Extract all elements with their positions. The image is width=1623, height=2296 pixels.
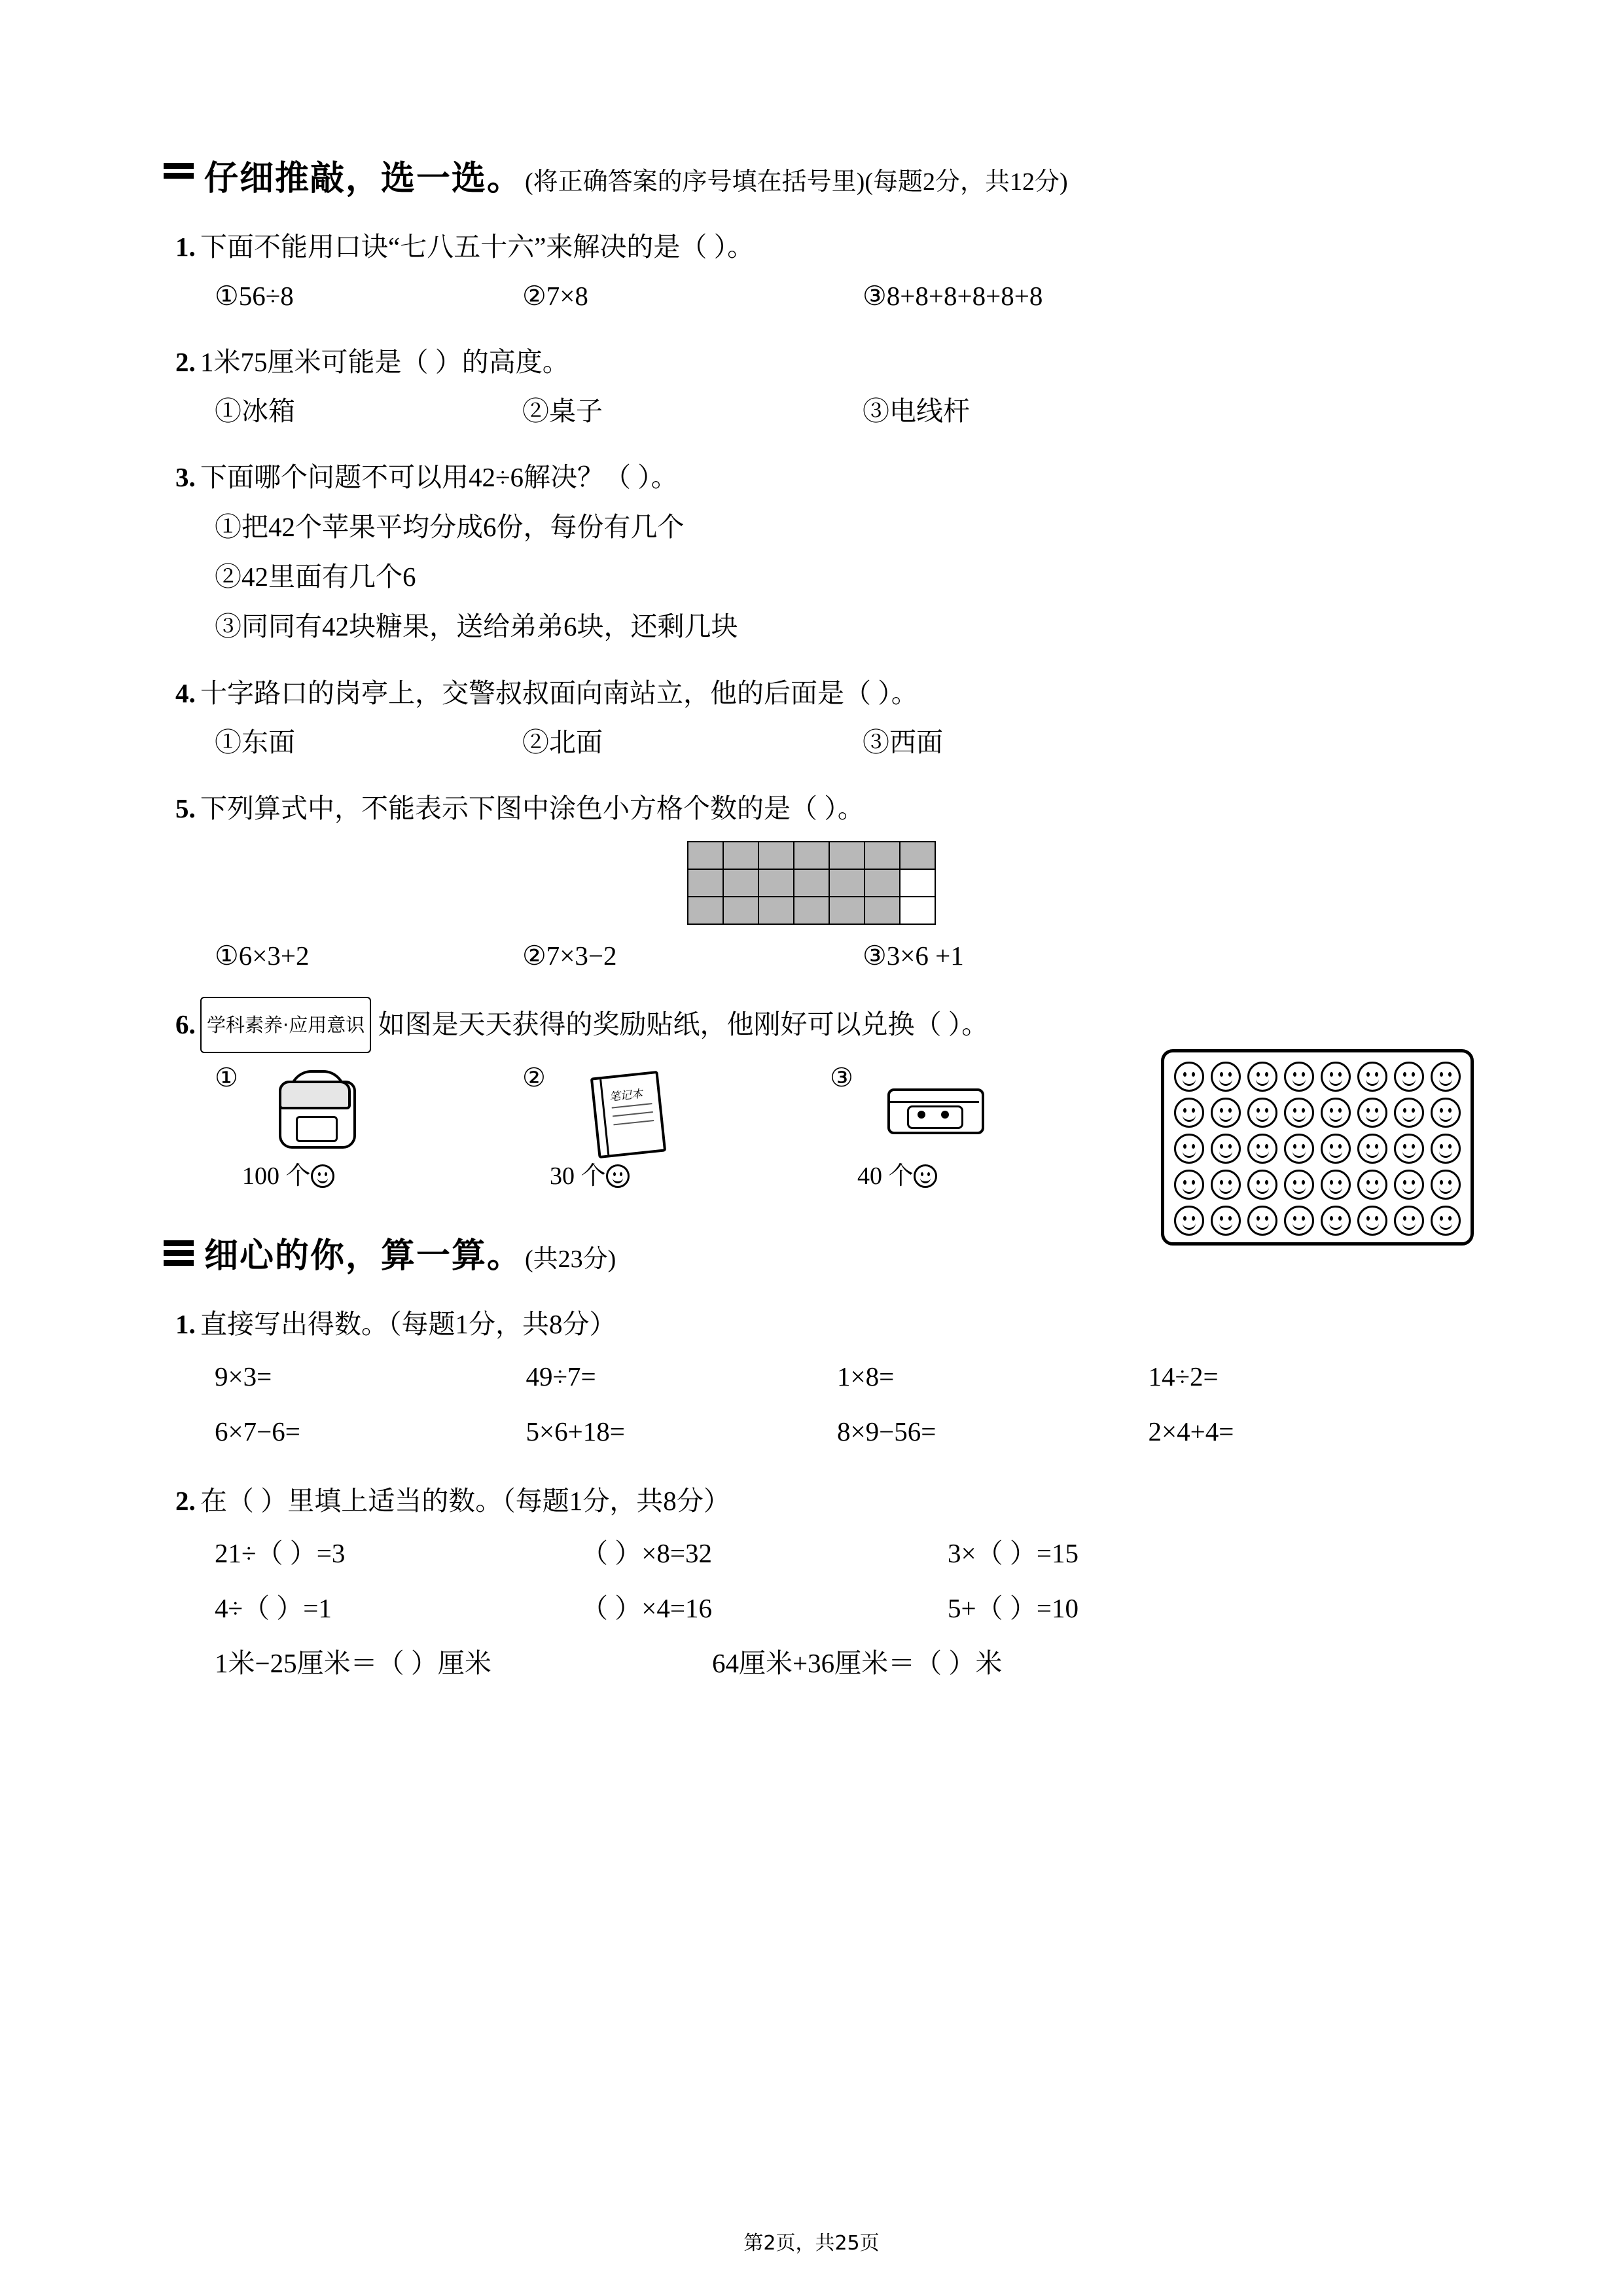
calc-row	[164, 1404, 1459, 1459]
smiley-icon	[1431, 1062, 1461, 1092]
calc-item[interactable]: 9×3=	[215, 1361, 272, 1391]
smiley-icon	[1174, 1206, 1204, 1236]
question-stem: 1米75厘米可能是（ ）的高度。	[200, 347, 569, 377]
grid-cell-empty	[900, 869, 935, 897]
fill-item[interactable]: 4÷（ ）=1	[215, 1593, 332, 1623]
prize-label-wrap	[522, 1155, 830, 1191]
prize-cost: 30 个	[550, 1162, 606, 1190]
smiley-icon	[1394, 1062, 1424, 1092]
question-number: 1.	[175, 232, 196, 262]
grid-cell	[758, 897, 794, 924]
option-2[interactable]: ②北面	[522, 727, 603, 757]
option-1[interactable]: ①东面	[215, 727, 295, 757]
section-note: (将正确答案的序号填在括号里)(每题2分，共12分)	[525, 168, 1068, 196]
grid-cell	[865, 897, 900, 924]
fill-item[interactable]: （ ）×4=16	[581, 1593, 712, 1623]
option-row	[164, 718, 1459, 766]
smiley-icon	[1431, 1098, 1461, 1128]
calc-item[interactable]: 8×9−56=	[837, 1416, 936, 1446]
fill-item[interactable]: 3×（ ）=15	[948, 1538, 1079, 1568]
option-1[interactable]: ①56÷8	[215, 281, 294, 311]
smiley-icon	[1211, 1062, 1241, 1092]
sticker-row	[1171, 1170, 1464, 1200]
grid-table	[687, 841, 936, 925]
question-stem: 十字路口的岗亭上，交警叔叔面向南站立，他的后面是（ ）。	[200, 678, 918, 708]
grid-cell	[829, 842, 865, 869]
calc-item[interactable]: 5×6+18=	[526, 1416, 625, 1446]
fill-item[interactable]: （ ）×8=32	[581, 1538, 712, 1568]
grid-cell	[829, 869, 865, 897]
option-2[interactable]: ②42里面有几个6	[215, 562, 416, 592]
option-1[interactable]: ①6×3+2	[215, 941, 310, 971]
smiley-icon	[1284, 1170, 1314, 1200]
prize-cost: 40 个	[857, 1162, 914, 1190]
smiley-icon	[1247, 1170, 1277, 1200]
question-number: 3.	[175, 462, 196, 492]
grid-cell	[688, 842, 723, 869]
option-2[interactable]: ②桌子	[522, 396, 603, 426]
notebook-icon: 笔记本	[556, 1062, 694, 1147]
option-row	[164, 272, 1459, 320]
sticker-row	[1171, 1098, 1464, 1128]
fill-item[interactable]: 1米−25厘米＝（ ）厘米	[215, 1648, 491, 1678]
grid-cell	[794, 869, 829, 897]
section-header-choice	[164, 151, 1459, 200]
grid-row	[688, 869, 935, 897]
question-note: （每题1分，共8分）	[388, 1309, 616, 1339]
section-title: 细心的你，算一算。	[204, 1236, 523, 1276]
calc-row	[164, 1349, 1459, 1404]
option-2[interactable]: ②7×3−2	[522, 941, 617, 971]
grid-cell	[723, 897, 758, 924]
grid-cell	[688, 869, 723, 897]
grid-row	[688, 897, 935, 924]
calc-question-2	[164, 1476, 1459, 1691]
option-row	[164, 931, 1459, 980]
option-3[interactable]: ③3×6 +1	[863, 941, 964, 971]
grid-cell	[758, 842, 794, 869]
question-2	[164, 337, 1459, 435]
page-footer: 第2页，共25页	[743, 2232, 880, 2255]
prize-option-3[interactable]	[830, 1062, 1137, 1191]
calc-question-1	[164, 1299, 1459, 1459]
section-title: 仔细推敲，选一选。	[204, 159, 523, 198]
smiley-icon	[1394, 1098, 1424, 1128]
smiley-icon	[914, 1164, 937, 1188]
smiley-icon	[1174, 1062, 1204, 1092]
grid-cell	[794, 842, 829, 869]
pencil-box-icon	[864, 1062, 1001, 1147]
smiley-icon	[1211, 1206, 1241, 1236]
smiley-icon	[1284, 1134, 1314, 1164]
option-mark: ①	[215, 1063, 238, 1092]
fill-row	[164, 1581, 1459, 1636]
question-stem: 直接写出得数。	[200, 1309, 388, 1339]
prize-options	[164, 1062, 1459, 1191]
smiley-icon	[1174, 1170, 1204, 1200]
fill-row	[164, 1636, 1459, 1691]
option-3[interactable]: ③同同有42块糖果，送给弟弟6块，还剩几块	[215, 611, 738, 641]
section-mark-two-icon	[164, 160, 194, 190]
option-1[interactable]: ①把42个苹果平均分成6份，每份有几个	[215, 512, 685, 542]
smiley-icon	[1284, 1062, 1314, 1092]
prize-option-2[interactable]	[522, 1062, 830, 1191]
smiley-icon	[1284, 1098, 1314, 1128]
option-3[interactable]: ③8+8+8+8+8+8	[863, 281, 1043, 311]
question-stem: 下面不能用口诀“七八五十六”来解决的是（ ）。	[200, 232, 755, 262]
smiley-icon	[1431, 1206, 1461, 1236]
smiley-icon	[1357, 1062, 1387, 1092]
question-number: 5.	[175, 793, 196, 823]
smiley-icon	[1211, 1098, 1241, 1128]
smiley-icon	[1211, 1170, 1241, 1200]
grid-cell	[758, 869, 794, 897]
smiley-icon	[1321, 1170, 1351, 1200]
smiley-icon	[1247, 1134, 1277, 1164]
question-4	[164, 668, 1459, 766]
question-number: 2.	[175, 1486, 196, 1516]
question-note: （每题1分，共8分）	[502, 1486, 730, 1516]
prize-option-1[interactable]	[215, 1062, 522, 1191]
option-mark: ③	[830, 1063, 853, 1092]
smiley-icon	[1431, 1134, 1461, 1164]
section-note: (共23分)	[525, 1246, 616, 1273]
section-mark-three-icon	[164, 1238, 194, 1268]
question-6	[164, 997, 1459, 1191]
smiley-icon	[1394, 1170, 1424, 1200]
smiley-icon	[1247, 1062, 1277, 1092]
smiley-icon	[311, 1164, 334, 1188]
question-number: 6.	[175, 1009, 196, 1039]
smiley-icon	[1321, 1098, 1351, 1128]
question-stem: 如图是天天获得的奖励贴纸，他刚好可以兑换（ ）。	[378, 1009, 989, 1039]
grid-cell	[688, 897, 723, 924]
backpack-icon	[249, 1062, 386, 1147]
smiley-icon	[606, 1164, 630, 1188]
sticker-row	[1171, 1206, 1464, 1236]
prize-label-wrap	[830, 1155, 1137, 1191]
calc-item[interactable]: 6×7−6=	[215, 1416, 300, 1446]
smiley-icon	[1321, 1206, 1351, 1236]
grid-cell	[900, 842, 935, 869]
question-stem: 下列算式中，不能表示下图中涂色小方格个数的是（ ）。	[200, 793, 865, 823]
option-3[interactable]: ③电线杆	[863, 396, 970, 426]
calc-item[interactable]: 14÷2=	[1148, 1361, 1219, 1391]
smiley-icon	[1394, 1206, 1424, 1236]
grid-cell-empty	[900, 897, 935, 924]
smiley-icon	[1321, 1062, 1351, 1092]
question-number: 1.	[175, 1309, 196, 1339]
question-stem: 在（ ）里填上适当的数。	[200, 1486, 503, 1516]
fill-row	[164, 1526, 1459, 1581]
prize-cost: 100 个	[242, 1162, 311, 1190]
smiley-icon	[1357, 1134, 1387, 1164]
question-1	[164, 222, 1459, 320]
smiley-icon	[1431, 1170, 1461, 1200]
grid-cell	[865, 869, 900, 897]
calc-item[interactable]: 1×8=	[837, 1361, 895, 1391]
smiley-icon	[1357, 1170, 1387, 1200]
question-stem: 下面哪个问题不可以用42÷6解决？（ ）。	[200, 462, 678, 492]
smiley-icon	[1284, 1206, 1314, 1236]
smiley-icon	[1357, 1206, 1387, 1236]
calc-item[interactable]: 49÷7=	[526, 1361, 596, 1391]
shaded-grid-figure	[164, 841, 1459, 925]
smiley-icon	[1321, 1134, 1351, 1164]
sticker-sheet	[1161, 1049, 1474, 1246]
grid-cell	[723, 869, 758, 897]
competency-tag: 学科素养·应用意识	[200, 997, 371, 1053]
grid-cell	[829, 897, 865, 924]
grid-cell	[794, 897, 829, 924]
question-number: 2.	[175, 347, 196, 377]
option-mark: ②	[522, 1063, 546, 1092]
question-3	[164, 452, 1459, 651]
grid-row	[688, 842, 935, 869]
smiley-icon	[1394, 1134, 1424, 1164]
calc-item[interactable]: 2×4+4=	[1148, 1416, 1234, 1446]
smiley-icon	[1247, 1206, 1277, 1236]
fill-item[interactable]: 21÷（ ）=3	[215, 1538, 346, 1568]
smiley-icon	[1174, 1098, 1204, 1128]
smiley-icon	[1357, 1098, 1387, 1128]
question-number: 4.	[175, 678, 196, 708]
grid-cell	[865, 842, 900, 869]
sticker-row	[1171, 1062, 1464, 1092]
smiley-icon	[1174, 1134, 1204, 1164]
prize-label-wrap	[215, 1155, 522, 1191]
smiley-icon	[1247, 1098, 1277, 1128]
fill-item[interactable]: 64厘米+36厘米＝（ ）米	[712, 1648, 1003, 1678]
option-stack	[164, 502, 1459, 651]
option-2[interactable]: ②7×8	[522, 281, 588, 311]
question-5	[164, 783, 1459, 980]
fill-item[interactable]: 5+（ ）=10	[948, 1593, 1079, 1623]
smiley-icon	[1211, 1134, 1241, 1164]
option-1[interactable]: ①冰箱	[215, 396, 295, 426]
sticker-row	[1171, 1134, 1464, 1164]
option-row	[164, 387, 1459, 435]
option-3[interactable]: ③西面	[863, 727, 943, 757]
grid-cell	[723, 842, 758, 869]
